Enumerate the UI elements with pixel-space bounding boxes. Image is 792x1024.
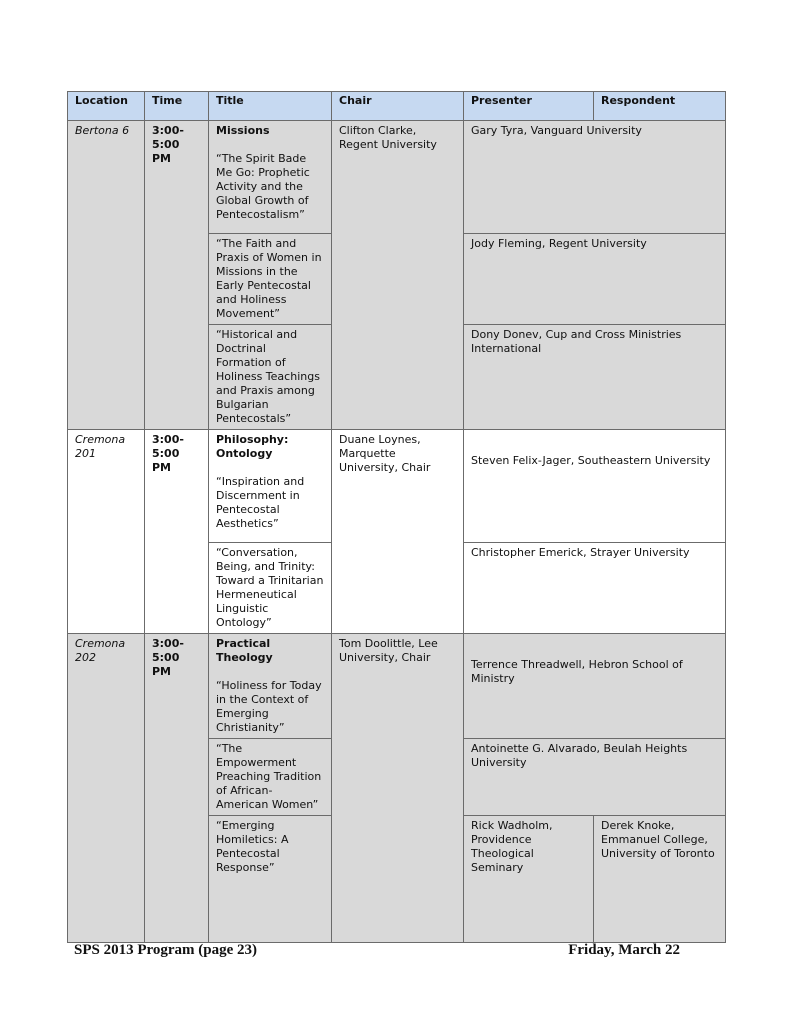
session-chair: Tom Doolittle, Lee University, Chair — [332, 634, 464, 943]
paper-title-cell — [209, 634, 332, 739]
session-location: Cremona 202 — [68, 634, 145, 943]
paper-presenter: Antoinette G. Alvarado, Beulah Heights University — [464, 739, 726, 816]
paper-title: “Inspiration and Discernment in Pentecostal Aesthetics” — [216, 475, 305, 530]
paper-presenter: Gary Tyra, Vanguard University — [464, 121, 726, 234]
paper-title-cell — [209, 430, 332, 543]
paper-title: “The Spirit Bade Me Go: Prophetic Activity and the Global Growth of Pentecostalism” — [216, 152, 310, 221]
paper-presenter: Jody Fleming, Regent University — [464, 234, 726, 325]
paper-presenter: Steven Felix-Jager, Southeastern University — [464, 430, 726, 543]
table-row — [68, 121, 726, 234]
header-location: Location — [68, 92, 145, 121]
session-chair: Clifton Clarke, Regent University — [332, 121, 464, 430]
header-respondent: Respondent — [594, 92, 726, 121]
session-title: Philosophy: Ontology — [216, 433, 289, 460]
session-location: Cremona 201 — [68, 430, 145, 634]
footer-program-page: SPS 2013 Program (page 23) — [74, 942, 258, 958]
paper-title: “Conversation, Being, and Trinity: Toward a Trinitarian Hermeneutical Linguistic Ontology” — [209, 543, 332, 634]
paper-title-cell — [209, 121, 332, 234]
paper-presenter: Dony Donev, Cup and Cross Ministries International — [464, 325, 726, 430]
table-header-row — [68, 92, 726, 121]
paper-title: “Historical and Doctrinal Formation of Holiness Teachings and Praxis among Bulgarian Pentecostals” — [209, 325, 332, 430]
session-time: 3:00- 5:00 PM — [145, 634, 209, 943]
header-time: Time — [145, 92, 209, 121]
session-title: Missions — [216, 124, 270, 137]
paper-presenter: Terrence Threadwell, Hebron School of Ministry — [464, 634, 726, 739]
session-time: 3:00- 5:00 PM — [145, 121, 209, 430]
program-schedule-table — [67, 91, 726, 943]
paper-presenter: Rick Wadholm, Providence Theological Seminary — [464, 816, 594, 943]
paper-respondent: Derek Knoke, Emmanuel College, University of Toronto — [594, 816, 726, 943]
paper-title: “Holiness for Today in the Context of Emerging Christianity” — [216, 679, 322, 734]
paper-title: “Emerging Homiletics: A Pentecostal Response” — [209, 816, 332, 943]
footer-date: Friday, March 22 — [568, 942, 680, 958]
session-chair: Duane Loynes, Marquette University, Chair — [332, 430, 464, 634]
session-title: Practical Theology — [216, 637, 273, 664]
session-location: Bertona 6 — [68, 121, 145, 430]
session-time: 3:00- 5:00 PM — [145, 430, 209, 634]
table-row — [68, 634, 726, 739]
table-row — [68, 430, 726, 543]
header-title: Title — [209, 92, 332, 121]
paper-presenter: Christopher Emerick, Strayer University — [464, 543, 726, 634]
header-presenter: Presenter — [464, 92, 594, 121]
paper-title: “The Faith and Praxis of Women in Missions in the Early Pentecostal and Holiness Movement” — [209, 234, 332, 325]
paper-title: “The Empowerment Preaching Tradition of African-American Women” — [209, 739, 332, 816]
header-chair: Chair — [332, 92, 464, 121]
